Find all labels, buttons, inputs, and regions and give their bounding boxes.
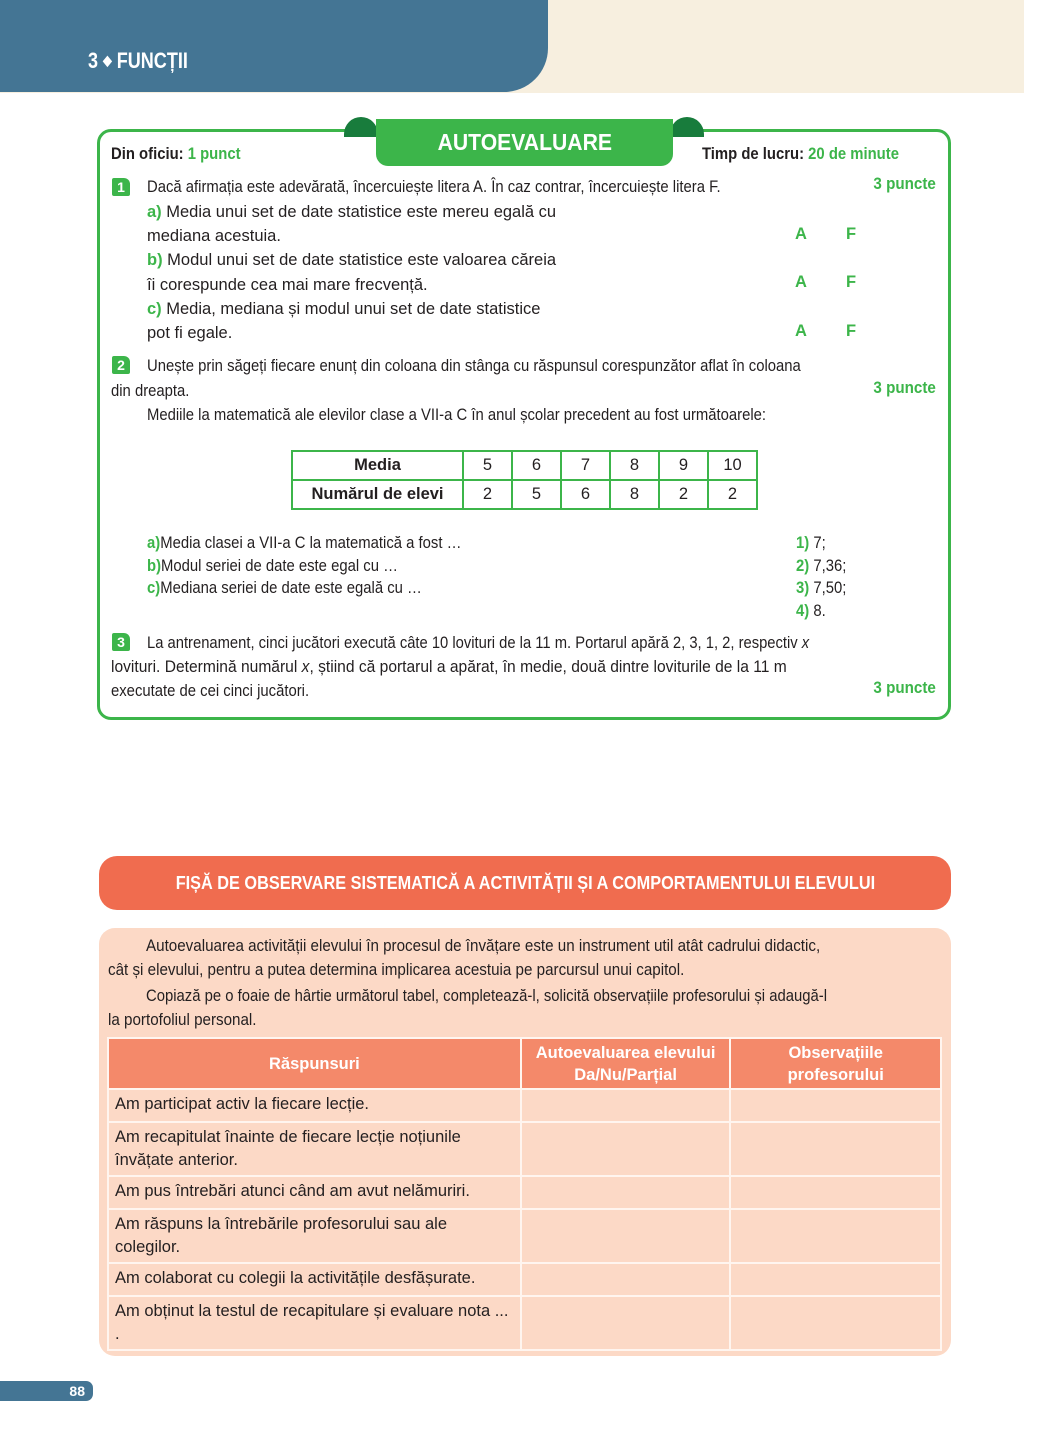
autoevaluare-title: AUTOEVALUARE: [376, 119, 673, 166]
ex2-answer-4[interactable]: 4) 8.: [796, 602, 826, 620]
ex1-item-c-option-a[interactable]: A: [795, 322, 807, 340]
diamond-icon: ◆: [102, 52, 112, 68]
ex2-statement-b[interactable]: b)Modul seriei de date este egal cu …: [147, 557, 398, 575]
table-row: [108, 1263, 941, 1296]
autoevaluare-cell[interactable]: [521, 1089, 731, 1122]
chapter-title: [88, 48, 188, 74]
ex2-statement-a[interactable]: a)Media clasei a VII-a C la matematică a fost …: [147, 534, 462, 552]
exercise-2-prompt-line2: din dreapta.: [111, 382, 190, 400]
ribbon-right-fold: [670, 117, 704, 137]
cell: 6: [512, 451, 561, 480]
row-text: Am colaborat cu colegii la activitățile desfășurate.: [108, 1263, 521, 1296]
exercise-3-line1: La antrenament, cinci jucători execută câte 10 lovituri de la 11 m. Portarul apără 2, 3, 1, 2, respectiv x: [147, 634, 810, 652]
observatii-cell[interactable]: [730, 1089, 941, 1122]
ex1-item-c-line1: c) Media, mediana și modul unui set de date statistice: [147, 300, 541, 318]
fisa-paragraph-2: Copiază pe o foaie de hârtie următorul tabel, completează-l, solicită observațiile profesorului și adaugă-l la portofoliul personal.: [108, 987, 828, 1029]
exercise-2-points: 3 puncte: [873, 379, 936, 397]
cell: 8: [610, 451, 659, 480]
ex1-item-c-option-f[interactable]: F: [846, 322, 857, 340]
ex2-answer-1[interactable]: 1) 7;: [796, 534, 826, 552]
ex2-statement-c[interactable]: c)Mediana seriei de date este egală cu …: [147, 579, 422, 597]
grades-row-media: [292, 451, 757, 480]
row-text: Am răspuns la întrebările profesorului sau ale colegilor.: [108, 1209, 521, 1263]
exercise-1-badge: 1: [112, 178, 130, 196]
ex1-item-c-line2: pot fi egale.: [147, 324, 233, 342]
observation-table: [107, 1037, 942, 1351]
ex2-answer-3[interactable]: 3) 7,50;: [796, 579, 847, 597]
autoevaluare-cell[interactable]: [521, 1122, 731, 1176]
ex1-item-a-option-f[interactable]: F: [846, 225, 857, 243]
observatii-cell[interactable]: [730, 1176, 941, 1209]
exercise-3-line3: executate de cei cinci jucători.: [111, 682, 310, 700]
autoevaluare-cell[interactable]: [521, 1296, 731, 1350]
cell: 9: [659, 451, 708, 480]
chapter-name: FUNCȚII: [116, 48, 188, 73]
cell: 5: [463, 451, 512, 480]
ex1-item-b-option-a[interactable]: A: [795, 273, 807, 291]
autoevaluare-cell[interactable]: [521, 1263, 731, 1296]
table-row: [108, 1296, 941, 1350]
cell: 2: [463, 480, 512, 509]
exercise-3-points: 3 puncte: [873, 679, 936, 697]
chapter-number: 3: [88, 48, 99, 73]
table-row: [108, 1176, 941, 1209]
fisa-paragraph-1: Autoevaluarea activității elevului în procesul de învățare este un instrument util atât cadrului didactic, cât și elevului, pentru a putea determina implicarea acestuia pe parcursul unui capitol.: [108, 937, 821, 979]
observation-header-row: [108, 1038, 941, 1089]
ex1-item-b-line2: îi corespunde cea mai mare frecvență.: [147, 276, 428, 294]
exercise-1-points: 3 puncte: [873, 175, 936, 193]
grades-row-count: [292, 480, 757, 509]
cell: 7: [561, 451, 610, 480]
row-text: Am obținut la testul de recapitulare și evaluare nota ... .: [108, 1296, 521, 1350]
observatii-cell[interactable]: [730, 1296, 941, 1350]
table-row: [108, 1122, 941, 1176]
observatii-cell[interactable]: [730, 1209, 941, 1263]
autoevaluare-cell[interactable]: [521, 1209, 731, 1263]
table-row: [108, 1209, 941, 1263]
exercise-2-badge: 2: [112, 356, 130, 374]
cell: 8: [610, 480, 659, 509]
row-text: Am recapitulat înainte de fiecare lecție noțiunile învățate anterior.: [108, 1122, 521, 1176]
observatii-cell[interactable]: [730, 1122, 941, 1176]
cell: 6: [561, 480, 610, 509]
row-text: Am participat activ la fiecare lecție.: [108, 1089, 521, 1122]
ex1-item-b-line1: b) Modul unui set de date statistice este valoarea căreia: [147, 251, 557, 269]
row-text: Am pus întrebări atunci când am avut nelămuriri.: [108, 1176, 521, 1209]
exercise-2-prompt-line1: Unește prin săgeți fiecare enunț din coloana din stânga cu răspunsul corespunzător aflat în coloana: [147, 357, 801, 375]
cell: 10: [708, 451, 757, 480]
ex1-item-b-option-f[interactable]: F: [846, 273, 857, 291]
row-header-count: Numărul de elevi: [292, 480, 463, 509]
col-header-autoevaluare: Autoevaluarea elevului Da/Nu/Parțial: [521, 1038, 731, 1089]
fisa-title: FIȘĂ DE OBSERVARE SISTEMATICĂ A ACTIVITĂȚII ȘI A COMPORTAMENTULUI ELEVULUI: [99, 856, 951, 910]
din-oficiu: Din oficiu: 1 punct: [111, 145, 241, 163]
ribbon-left-fold: [344, 117, 378, 137]
cell: 2: [708, 480, 757, 509]
ex1-item-a-line2: mediana acestuia.: [147, 227, 281, 245]
ex1-item-a-option-a[interactable]: A: [795, 225, 807, 243]
exercise-3-badge: 3: [112, 633, 130, 651]
cell: 2: [659, 480, 708, 509]
grades-table: [291, 450, 758, 510]
cell: 5: [512, 480, 561, 509]
observatii-cell[interactable]: [730, 1263, 941, 1296]
ex2-answer-2[interactable]: 2) 7,36;: [796, 557, 847, 575]
col-header-observatii: Observațiile profesorului: [730, 1038, 941, 1089]
exercise-3-line2: lovituri. Determină numărul x, știind că portarul a apărat, în medie, două dintre loviturile de la 11 m: [111, 658, 787, 676]
page-number: 88: [0, 1381, 93, 1401]
ex1-item-a-line1: a) Media unui set de date statistice este mereu egală cu: [147, 203, 557, 221]
row-header-media: Media: [292, 451, 463, 480]
table-row: [108, 1089, 941, 1122]
autoevaluare-cell[interactable]: [521, 1176, 731, 1209]
header-chapter-band: [0, 0, 548, 92]
col-header-raspunsuri: Răspunsuri: [108, 1038, 521, 1089]
exercise-1-prompt: Dacă afirmația este adevărată, încercuiește litera A. În caz contrar, încercuiește litera F.: [147, 178, 721, 196]
exercise-2-intro: Mediile la matematică ale elevilor clase a VII-a C în anul școlar precedent au fost următoarele:: [147, 406, 767, 424]
timp-de-lucru: Timp de lucru: 20 de minute: [702, 145, 899, 163]
